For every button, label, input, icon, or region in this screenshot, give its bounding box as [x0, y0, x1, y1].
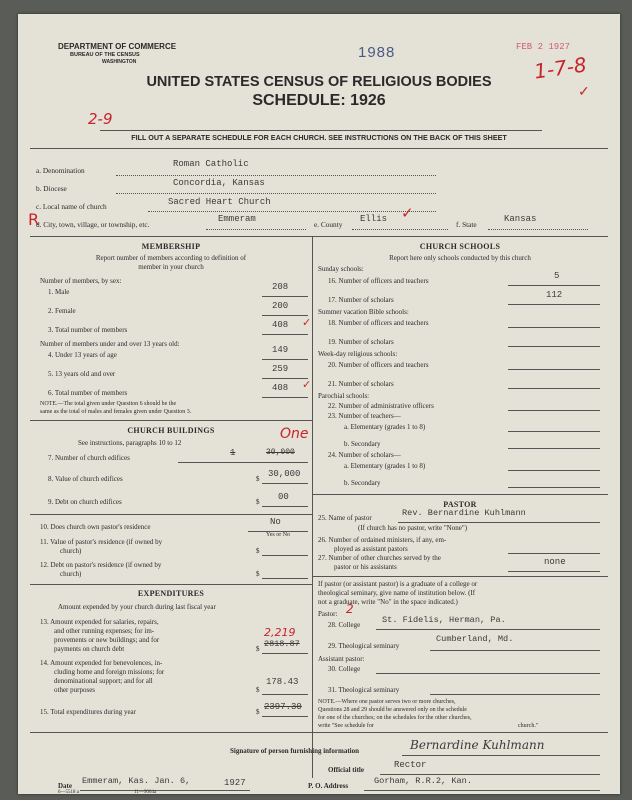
q6-label: 6. Total number of members [48, 389, 128, 397]
q22-label: 22. Number of administrative officers [328, 402, 434, 410]
q9-value: 00 [278, 492, 289, 502]
membership-intro: Report number of members according to definition of [95, 254, 247, 262]
college-note-2: theological seminary, give name of institution below. (If [318, 589, 476, 597]
q24b-label: b. Secondary [344, 479, 381, 487]
received-date-stamp: FEB 2 1927 [516, 42, 571, 52]
age-heading: Number of members under and over 13 years old: [40, 340, 180, 348]
q31-label: 31. Theological seminary [328, 686, 400, 694]
red-two-mark: 2 [346, 602, 354, 616]
schools-intro: Report here only schools conducted by this church [389, 254, 531, 262]
document-title: UNITED STATES CENSUS OF RELIGIOUS BODIES [146, 74, 492, 90]
q23b-label: b. Secondary [344, 440, 381, 448]
county-label: e. County [314, 220, 343, 229]
expenditures-heading: EXPENDITURES [137, 589, 205, 598]
college-value: St. Fidelis, Herman, Pa. [382, 615, 506, 625]
date-year: 1927 [224, 778, 246, 788]
city-town-label: d. City, town, village, or township, etc. [36, 220, 150, 229]
department-heading: DEPARTMENT OF COMMERCE [58, 42, 177, 51]
denomination-label: a. Denomination [36, 166, 85, 175]
pastor-sub-label: Pastor: [318, 610, 338, 618]
q2-label: 2. Female [48, 307, 76, 315]
q13-label-2: and other running expenses; for im- [54, 627, 155, 635]
q14-label-4: other purposes [54, 686, 96, 694]
q8-label: 8. Value of church edifices [48, 475, 123, 483]
q24a-label: a. Elementary (grades 1 to 8) [344, 462, 426, 470]
q29-label: 29. Theological seminary [328, 642, 400, 650]
q7-struck-value: 30,000 [266, 448, 295, 457]
parochial-schools-heading: Parochial schools: [318, 392, 370, 400]
members-by-sex-label: Number of members, by sex: [40, 277, 122, 285]
red-one-annotation: One [280, 426, 309, 442]
q28-label: 28. College [328, 621, 361, 629]
instruction-line: FILL OUT A SEPARATE SCHEDULE FOR EACH CHURCH. SEE INSTRUCTIONS ON THE BACK OF THIS SHEET [131, 133, 507, 142]
signature-label: Signature of person furnishing information [230, 747, 359, 755]
pastor-note-2: Questions 28 and 29 should be answered only on the schedule [318, 707, 467, 713]
q16-value: 5 [554, 271, 560, 281]
church-schools-heading: CHURCH SCHOOLS [419, 242, 501, 251]
header-rule-bottom [30, 148, 608, 149]
yes-or-no-hint: Yes or No [266, 532, 291, 538]
sunday-schools-heading: Sunday schools: [318, 265, 364, 273]
q6-value: 408 [272, 383, 289, 393]
section-rule [30, 236, 608, 237]
q14-value: 178.43 [266, 677, 299, 687]
city-heading: WASHINGTON [102, 59, 137, 65]
q6-red-check: ✓ [302, 379, 312, 391]
q27-label-2: pastor or his assistants [334, 563, 397, 571]
q10-value: No [270, 517, 281, 527]
seminary-value: Cumberland, Md. [436, 634, 514, 644]
church-buildings-heading: CHURCH BUILDINGS [127, 426, 215, 435]
q4-label: 4. Under 13 years of age [48, 351, 117, 359]
q20-label: 20. Number of officers and teachers [328, 361, 429, 369]
red-handwritten-number: 1-7-8 [532, 52, 589, 84]
membership-intro-2: member in your church [138, 263, 204, 271]
state-label: f. State [456, 220, 477, 229]
q3-value: 408 [272, 320, 289, 330]
q13-label: 13. Amount expended for salaries, repairs, [40, 618, 159, 626]
q7-value: 1 [230, 448, 236, 458]
q14-label-3: denominational support; and for all [54, 677, 153, 685]
header-rule-top [100, 130, 542, 131]
q17-label: 17. Number of scholars [328, 296, 394, 304]
signature: Bernardine Kuhlmann [410, 738, 545, 752]
q23-label: 23. Number of teachers— [328, 412, 401, 420]
membership-heading: MEMBERSHIP [141, 242, 201, 251]
state-value: Kansas [504, 214, 537, 224]
membership-note: NOTE.—The total given under Question 6 should be the [40, 401, 177, 407]
membership-note-2: same as the total of males and females given under Question 3. [40, 409, 192, 415]
q13-label-3: provements or new buildings; and for [54, 636, 160, 644]
q15-label: 15. Total expenditures during year [40, 708, 136, 716]
pastor-note-4: write "See schedule for [318, 723, 374, 729]
expenditures-intro: Amount expended by your church during last fiscal year [58, 603, 216, 611]
red-check-mark: ✓ [578, 85, 590, 100]
q9-label: 9. Debt on church edifices [48, 498, 122, 506]
form-number: 6—5518 a [58, 790, 79, 795]
college-note-3: not a graduate, write "No" in the space indicated.) [318, 598, 458, 606]
q18-label: 18. Number of officers and teachers [328, 319, 429, 327]
q12-label-2: church) [60, 570, 82, 578]
date-value: Emmeram, Kas. Jan. 6, [82, 776, 191, 786]
q16-label: 16. Number of officers and teachers [328, 277, 429, 285]
q2-value: 200 [272, 301, 289, 311]
q25-label: 25. Name of pastor [318, 514, 372, 522]
official-title-value: Rector [394, 760, 427, 770]
q30-label: 30. College [328, 665, 361, 673]
q1-value: 208 [272, 282, 289, 292]
bureau-heading: BUREAU OF THE CENSUS [70, 52, 140, 58]
q13-value: 2818.87 [264, 639, 300, 649]
buildings-intro: See instructions, paragraphs 10 to 12 [78, 439, 182, 447]
pastor-note-3: for one of the churches; on the schedules for the other churches, [318, 715, 472, 721]
q5-label: 5. 13 years old and over [48, 370, 116, 378]
assistant-pastor-label: Assistant pastor: [318, 655, 365, 663]
q8-value: 30,000 [268, 469, 301, 479]
po-address-label: P. O. Address [308, 782, 349, 790]
q19-label: 19. Number of scholars [328, 338, 394, 346]
q10-label: 10. Does church own pastor's residence [40, 523, 151, 531]
q25-note: (If church has no pastor, write "None") [358, 524, 468, 532]
city-town-value: Emmeram [218, 214, 256, 224]
document-subtitle: SCHEDULE: 1926 [252, 92, 386, 109]
q24-label: 24. Number of scholars— [328, 451, 401, 459]
pastor-heading: PASTOR [443, 500, 477, 509]
red-county-check: ✓ [401, 206, 414, 222]
census-schedule-page: DEPARTMENT OF COMMERCE BUREAU OF THE CENSUS WASHINGTON 1988 FEB 2 1927 1-7-8 ✓ UNITED STATES CENSUS OF RELIGIOUS BODIES SCHEDULE: 1926 2-9 FILL OUT A SEPARATE SCHEDULE FOR EACH CHURCH. SEE INSTRUCTIONS ON THE BACK OF THIS SHEET a. Denomination Roman Catholic b. Diocese Concordia, Kansas c. Local name of church Sacred Heart Church R d. City, town, village, or township, etc. Emmeram e. County Ellis ✓ f. State Kansas MEMBERSHIP Report number of members according to definition of member in your church Number of members, by sex: 1. Male 208 2. Female 200 3. Total number of members 408 ✓ Number of members under and over 13 years old: 4. Under 13 years of age 149 5. 13 years old and over 259 6. Total number of members 408 ✓ NOTE.—The total given under Question 6 should be the same as the total of males and females given under Question 3. CHURCH BUILDINGS See instructions, paragraphs 10 to 12 One 7. Number of church edifices 1 30,000 8. Value of church edifices $ 30,000 9. Debt on church edifices $ 00 10. Does church own pastor's residence No Yes or No 11. Value of pastor's residence (if owned by church) $ 12. Debt on pastor's residence (if owned by church) $ EXPENDITURES Amount expended by your church during last fiscal year 13. Amount expended for salaries, repairs, and other running expenses; for im- provements or new buildings; and for payments on church debt 2,219 $ 2818.87 14. Amount expended for benevolences, in- cluding home and foreign missions; for denominational support; and for all other purposes $ 178.43 15. Total expenditures during year $ 2397.30 CHURCH SCHOOLS Report here only schools conducted by this church Sunday schools: 16. Number of officers and teachers 5 17. Number of scholars 112 Summer vacation Bible schools: 18. Number of officers and teachers 19. Number of scholars Week-day religious schools: 20. Number of officers and teachers 21. Number of scholars Parochial schools: 22. Number of administrative officers 23. Number of teachers— a. Elementary (grades 1 to 8) b. Secondary 24. Number of scholars— a. Elementary (grades 1 to 8) b. Secondary PASTOR 25. Name of pastor Rev. Bernardine Kuhlmann (If church has no pastor, write "None") 26. Number of ordained ministers, if any, em- ployed as assistant pastors 27. Number of other churches served by the pastor or his assistants none If pastor (or assistant pastor) is a graduate of a college or theological seminary, give name of institution below. (If not a graduate, write "No" in the space indicated.) Pastor: 2 28. College St. Fidelis, Herman, Pa. 29. Theological seminary Cumberland, Md. Assistant pastor: 30. College 31. Theological seminary NOTE.—Where one pastor serves two or more churches, Questions 28 and 29 should be answered only on the schedule for one of the churches; on the schedules for the other churches, write "See schedule for church." Signature of person furnishing information Bernardine Kuhlmann Official title Rector Date Emmeram, Kas. Jan. 6, 1927 P. O. Address Gorham, R.R.2, Kan. 6—5518 a 11—9064a [18, 14, 620, 794]
red-r-mark: R [28, 210, 40, 229]
q26-label-2: ployed as assistant pastors [334, 545, 408, 553]
diocese-label: b. Diocese [36, 184, 67, 193]
pastor-note-5: church." [518, 723, 539, 729]
q3-red-check: ✓ [302, 317, 312, 329]
q1-label: 1. Male [48, 288, 70, 296]
q4-value: 149 [272, 345, 289, 355]
college-note: If pastor (or assistant pastor) is a graduate of a college or [318, 580, 478, 588]
date-label: Date [58, 782, 72, 790]
diocese-value: Concordia, Kansas [173, 178, 265, 188]
official-title-label: Official title [328, 766, 364, 774]
q23a-label: a. Elementary (grades 1 to 8) [344, 423, 426, 431]
q15-value: 2397.30 [264, 702, 302, 712]
pastor-note: NOTE.—Where one pastor serves two or more churches, [318, 699, 456, 705]
q14-label: 14. Amount expended for benevolences, in- [40, 659, 163, 667]
q5-value: 259 [272, 364, 289, 374]
print-number: 11—9064a [134, 790, 157, 795]
q13-label-4: payments on church debt [54, 645, 125, 653]
denomination-value: Roman Catholic [173, 159, 249, 169]
q26-label: 26. Number of ordained ministers, if any, em- [318, 536, 447, 544]
summer-schools-heading: Summer vacation Bible schools: [318, 308, 409, 316]
pastor-name-value: Rev. Bernardine Kuhlmann [402, 508, 526, 518]
q12-label: 12. Debt on pastor's residence (if owned by [40, 561, 162, 569]
q17-value: 112 [546, 290, 563, 300]
red-page-number: 2-9 [88, 110, 113, 128]
q11-label: 11. Value of pastor's residence (if owned by [40, 538, 163, 546]
q21-label: 21. Number of scholars [328, 380, 394, 388]
county-value: Ellis [360, 214, 388, 224]
local-church-name-value: Sacred Heart Church [168, 197, 271, 207]
q27-value: none [544, 557, 566, 567]
q3-label: 3. Total number of members [48, 326, 128, 334]
schedule-number: 1988 [358, 44, 396, 61]
po-address-value: Gorham, R.R.2, Kan. [374, 776, 472, 786]
q27-label: 27. Number of other churches served by the [318, 554, 441, 562]
weekday-schools-heading: Week-day religious schools: [318, 350, 398, 358]
q11-label-2: church) [60, 547, 82, 555]
local-church-name-label: c. Local name of church [36, 202, 107, 211]
q14-label-2: cluding home and foreign missions; for [54, 668, 165, 676]
q7-label: 7. Number of church edifices [48, 454, 130, 462]
q13-red-correction: 2,219 [264, 626, 296, 639]
